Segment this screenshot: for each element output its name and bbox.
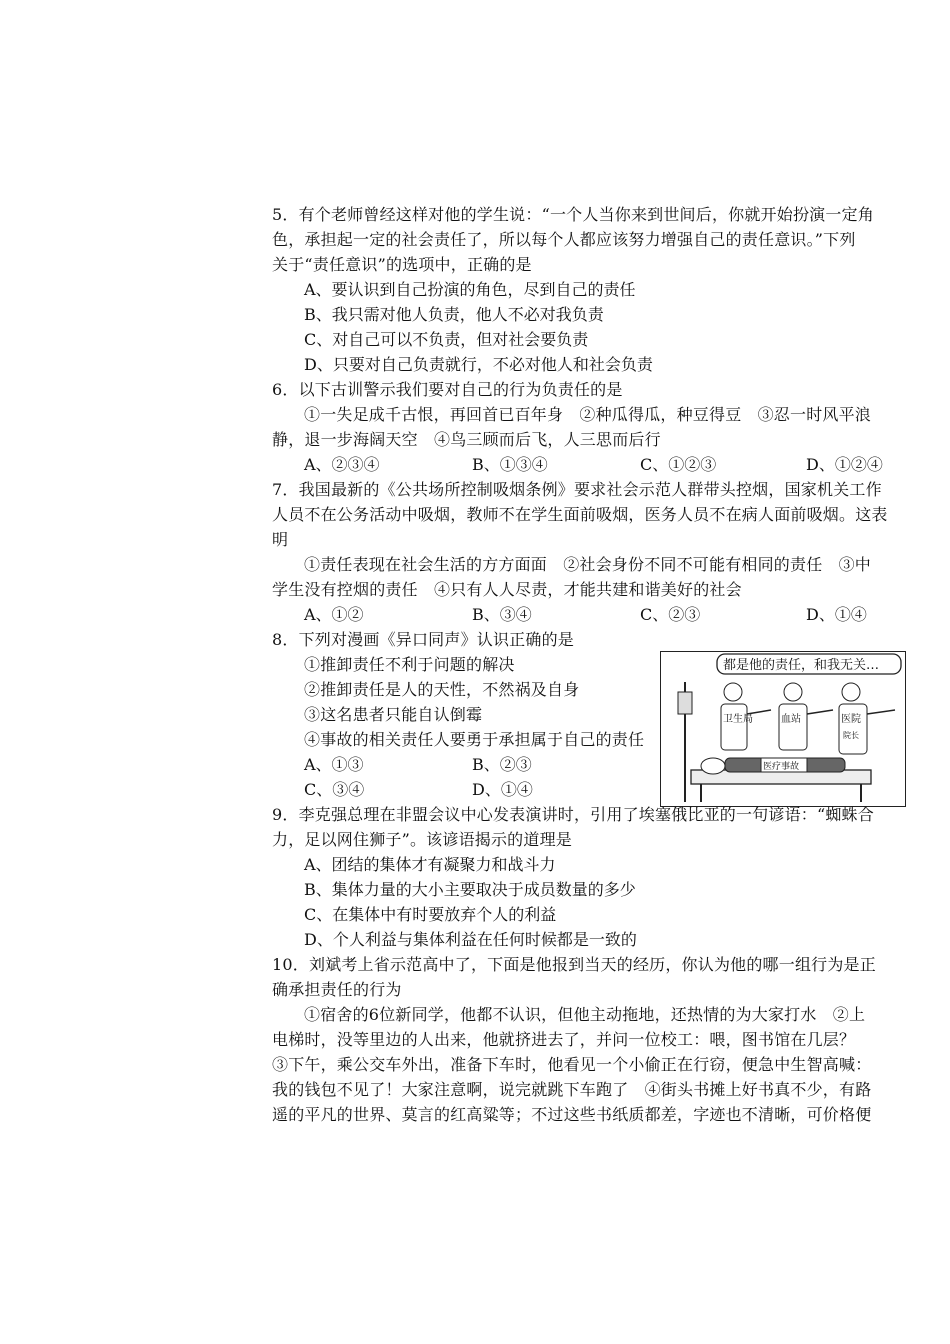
q6-option-b: B、①③④ — [472, 455, 548, 474]
q6-option-a: A、②③④ — [304, 455, 380, 474]
cartoon-figure — [660, 651, 906, 807]
q10-line-2: 确承担责任的行为 — [272, 980, 402, 999]
q5-line-2: 色，承担起一定的社会责任了，所以每个人都应该努力增强自己的责任意识。”下列 — [272, 230, 856, 249]
q7-option-b: B、③④ — [472, 605, 532, 624]
q9-option-b: B、集体力量的大小主要取决于成员数量的多少 — [304, 880, 636, 899]
doctor-1-arm — [747, 710, 771, 714]
q8-line-5: ④事故的相关责任人要勇于承担属于自己的责任 — [304, 730, 645, 749]
q8-option-c: C、③④ — [304, 780, 365, 799]
q7-option-c: C、②③ — [640, 605, 701, 624]
doctor-2-arm — [807, 710, 833, 714]
doctor-3-body — [839, 704, 867, 754]
q8-line-4: ③这名患者只能自认倒霉 — [304, 705, 483, 724]
q10-line-3: ①宿舍的6位新同学，他都不认识，但他主动拖地，还热情的为大家打水 ②上 — [304, 1005, 866, 1024]
q6-option-c: C、①②③ — [640, 455, 717, 474]
doctor-1-body — [721, 704, 747, 750]
q9-line-2: 力，足以网住狮子”。该谚语揭示的道理是 — [272, 830, 572, 849]
patient-head — [701, 758, 725, 774]
q7-option-a: A、①② — [304, 605, 364, 624]
q6-option-d: D、①②④ — [806, 455, 883, 474]
doctor-2-body — [779, 704, 807, 750]
q8-line-1: 8．下列对漫画《异口同声》认识正确的是 — [272, 630, 574, 649]
cartoon-drawing — [661, 652, 905, 806]
q10-line-5: ③下午，乘公交车外出，准备下车时，他看见一个小偷正在行窃，便急中生智高喊： — [272, 1055, 872, 1074]
q10-line-6: 我的钱包不见了！大家注意啊，说完就跳下车跑了 ④街头书摊上好书真不少，有路 — [272, 1080, 872, 1099]
accident-label: 医疗事故 — [763, 762, 800, 772]
q7-line-5: 学生没有控烟的责任 ④只有人人尽责，才能共建和谐美好的社会 — [272, 580, 742, 599]
iv-bag — [678, 692, 692, 714]
q7-line-1: 7．我国最新的《公共场所控制吸烟条例》要求社会示范人群带头控烟，国家机关工作 — [272, 480, 882, 499]
doctor-3-label: 医院 — [841, 714, 861, 725]
doctor-3-arm — [867, 710, 895, 714]
q6-line-2: ①一失足成千古恨，再回首已百年身 ②种瓜得瓜，种豆得豆 ③忍一时风平浪 — [304, 405, 872, 424]
q9-option-a: A、团结的集体才有凝聚力和战斗力 — [304, 855, 556, 874]
q6-line-3: 静，退一步海阔天空 ④鸟三顾而后飞，人三思而后行 — [272, 430, 661, 449]
q7-line-3: 明 — [272, 530, 289, 549]
q8-line-2: ①推卸责任不利于问题的解决 — [304, 655, 515, 674]
doctor-3-head — [842, 683, 860, 701]
doctor-2-label: 血站 — [781, 714, 801, 725]
q5-option-c: C、对自己可以不负责，但对社会要负责 — [304, 330, 589, 349]
q9-option-d: D、个人利益与集体利益在任何时候都是一致的 — [304, 930, 637, 949]
speech-text: 都是他的责任，和我无关… — [723, 658, 880, 673]
q8-option-b: B、②③ — [472, 755, 532, 774]
q10-line-7: 遥的平凡的世界、莫言的红高粱等；不过这些书纸质都差，字迹也不清晰，可价格便 — [272, 1105, 872, 1124]
q10-line-1: 10．刘斌考上省示范高中了，下面是他报到当天的经历，你认为他的哪一组行为是正 — [272, 955, 876, 974]
q7-line-2: 人员不在公务活动中吸烟，教师不在学生面前吸烟，医务人员不在病人面前吸烟。这表 — [272, 505, 888, 524]
doctor-2-head — [784, 683, 802, 701]
q8-option-a: A、①③ — [304, 755, 364, 774]
q5-option-a: A、要认识到自己扮演的角色，尽到自己的责任 — [304, 280, 636, 299]
q7-option-d: D、①④ — [806, 605, 867, 624]
q10-line-4: 电梯时，没等里边的人出来，他就挤进去了，并问一位校工：喂，图书馆在几层？ — [272, 1030, 856, 1049]
q5-option-d: D、只要对自己负责就行，不必对他人和社会负责 — [304, 355, 653, 374]
q9-option-c: C、在集体中有时要放弃个人的利益 — [304, 905, 557, 924]
q9-line-1: 9．李克强总理在非盟会议中心发表演讲时，引用了埃塞俄比亚的一句谚语：“蜘蛛合 — [272, 805, 874, 824]
q7-line-4: ①责任表现在社会生活的方方面面 ②社会身份不同不可能有相同的责任 ③中 — [304, 555, 872, 574]
q6-line-1: 6．以下古训警示我们要对自己的行为负责任的是 — [272, 380, 623, 399]
doctor-3-sublabel: 院长 — [843, 731, 859, 740]
doctor-1-head — [724, 683, 742, 701]
doctor-1-label: 卫生局 — [723, 714, 753, 725]
q5-line-3: 关于“责任意识”的选项中，正确的是 — [272, 255, 532, 274]
q5-option-b: B、我只需对他人负责，他人不必对我负责 — [304, 305, 604, 324]
q8-line-3: ②推卸责任是人的天性，不然祸及自身 — [304, 680, 580, 699]
q5-line-1: 5．有个老师曾经这样对他的学生说：“一个人当你来到世间后，你就开始扮演一定角 — [272, 205, 874, 224]
q8-option-d: D、①④ — [472, 780, 533, 799]
